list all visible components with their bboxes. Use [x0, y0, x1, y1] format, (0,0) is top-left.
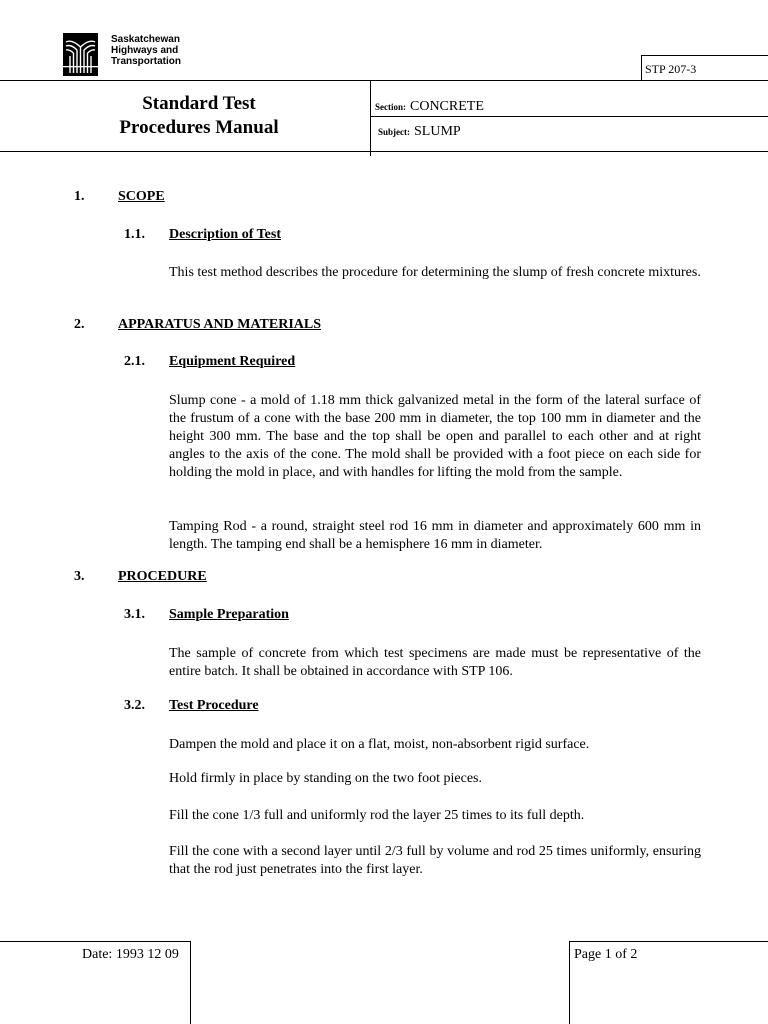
header-rule-bottom [0, 151, 768, 152]
subsection-number: 1.1. [124, 227, 145, 242]
paragraph: Dampen the mold and place it on a flat, moist, non-absorbent rigid surface. [169, 737, 590, 752]
paragraph: The sample of concrete from which test specimens are made must be representative of the entire batch. It shall be obtained in accordance with STP 106. [169, 646, 701, 679]
subsection-number: 2.1. [124, 354, 145, 369]
paragraph: Hold firmly in place by standing on the two foot pieces. [169, 771, 482, 786]
subsection-title: Description of Test [169, 227, 281, 242]
stp-box-left [641, 55, 642, 81]
subsection-title: Test Procedure [169, 698, 259, 713]
org-line-2: Highways and [111, 45, 179, 56]
section-number: 2. [74, 317, 85, 332]
subject-field [378, 122, 461, 140]
section-title: SCOPE [118, 189, 165, 204]
section-field [375, 97, 484, 115]
subsection-number: 3.2. [124, 698, 145, 713]
section-label: Section: [375, 102, 406, 112]
header-divider [370, 81, 371, 156]
saskatchewan-wheat-logo-icon [63, 33, 98, 76]
footer-date-box-right [190, 941, 191, 1024]
paragraph: Tamping Rod - a round, straight steel rod 16 mm in diameter and approximately 600 mm in length. The tamping end shall be a hemisphere 16 mm in diameter. [169, 519, 701, 552]
subsection-title: Sample Preparation [169, 607, 289, 622]
section-number: 1. [74, 189, 85, 204]
subsection-number: 3.1. [124, 607, 145, 622]
section-title: APPARATUS AND MATERIALS [118, 317, 322, 332]
footer-rule-right [569, 941, 768, 942]
section-value: CONCRETE [410, 99, 484, 114]
paragraph: Fill the cone 1/3 full and uniformly rod the layer 25 times to its full depth. [169, 808, 585, 823]
stp-box-top [641, 55, 768, 56]
manual-title-line-2: Procedures Manual [119, 117, 279, 138]
org-line-1: Saskatchewan [111, 34, 180, 45]
organization-name [111, 34, 261, 67]
manual-title-line-1: Standard Test [142, 93, 256, 114]
footer-page-box-left [569, 941, 570, 1024]
header-rule-top [0, 80, 768, 81]
paragraph: This test method describes the procedure for determining the slump of fresh concrete mixtures. [169, 265, 701, 280]
doc-number: STP 207-3 [645, 62, 697, 76]
subject-value: SLUMP [414, 124, 461, 139]
footer-rule-left [0, 941, 190, 942]
subsection-title: Equipment Required [169, 354, 296, 369]
section-title: PROCEDURE [118, 569, 207, 584]
footer-date: Date: 1993 12 09 [82, 947, 179, 962]
section-subject-rule [370, 116, 768, 117]
footer-page-number: Page 1 of 2 [574, 947, 638, 962]
paragraph: Slump cone - a mold of 1.18 mm thick galvanized metal in the form of the lateral surface of the frustum of a cone with the base 200 mm in diameter, the top 100 mm in diameter and the height 300 mm. The base and the top shall be open and parallel to each other and at right angles to the axis of the cone. The mold shall be provided with a foot piece on each side for holding the mold in place, and with handles for lifting the mold from the sample. [169, 393, 701, 480]
org-line-3: Transportation [111, 56, 182, 67]
paragraph: Fill the cone with a second layer until 2/3 full by volume and rod 25 times uniformly, ensuring that the rod just penetrates into the first layer. [169, 844, 701, 877]
subject-label: Subject: [378, 127, 410, 137]
section-number: 3. [74, 569, 85, 584]
manual-title [70, 92, 328, 140]
